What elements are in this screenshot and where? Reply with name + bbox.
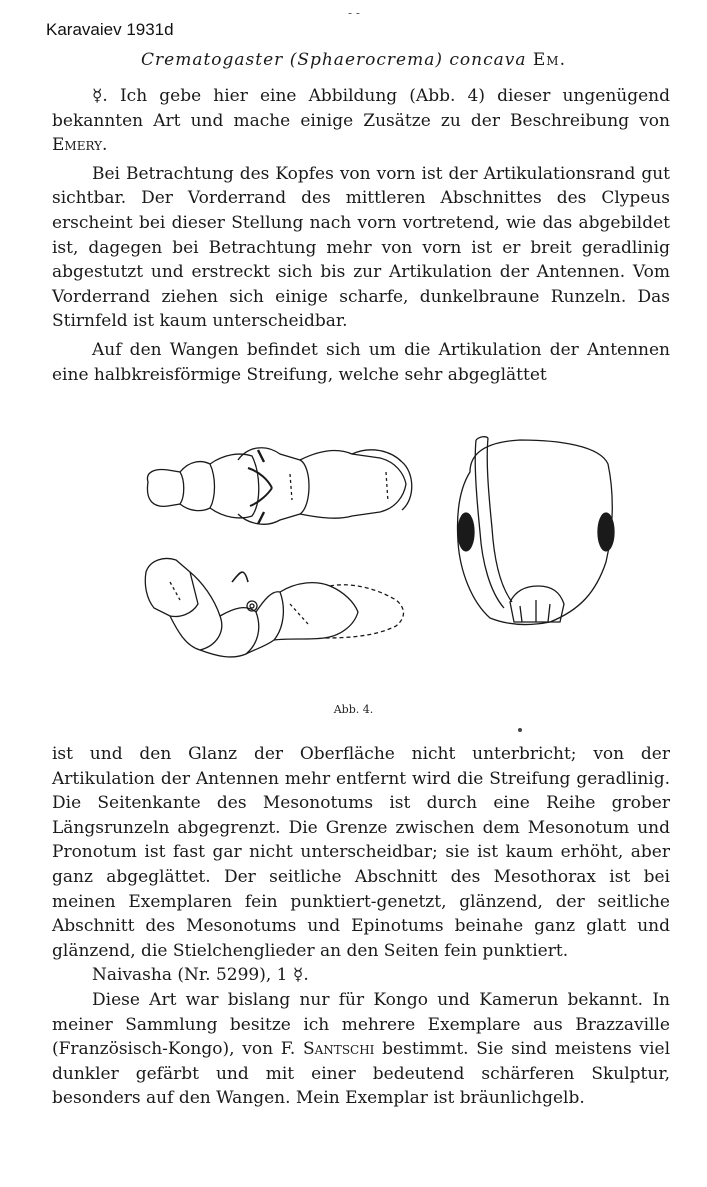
page-mark: - - bbox=[348, 6, 360, 20]
paragraph-4: ist und den Glanz der Oberfläche nicht unterbricht; von der Artikulation der Antennen mehr entfernt wird die Streifung geradlinig. Die Seitenkante des Mesonotums ist durch eine Reihe grober Längsrunzeln abgegrenzt. Die Grenze zwischen dem Mesonotum und Pronotum ist fast gar nicht unterscheidbar; sie ist kaum erhöht, aber ganz abgeglättet. Der seitliche Abschnitt des Mesothorax ist bei meinen Exemplaren fein punktiert-genetzt, glänzend, der seitliche Abschnitt des Mesonotums und Epinotums beinahe ganz glatt und glänzend, die Stielchenglieder an den Seiten fein punktiert. bbox=[52, 744, 670, 961]
paragraph-2: Bei Betrachtung des Kopfes von vorn ist der Artikulationsrand gut sichtbar. Der Vorderrand des mittleren Abschnittes des Clypeus erscheint bei dieser Stellung nach vorn vortretend, wie das abgebildet ist, dagegen bei Betrachtung mehr von vorn ist er breit geradlinig abgestutzt und erstreckt sich bis zur Artikulation der Antennen. Vom Vorderrand ziehen sich einige scharfe, dunkelbraune Runzeln. Das Stirnfeld ist kaum unterscheidbar. bbox=[52, 163, 670, 332]
text-block-bottom bbox=[52, 742, 670, 1111]
paragraph-locality: Naivasha (Nr. 5299), 1 ☿. bbox=[92, 965, 309, 986]
text-block-top bbox=[52, 84, 670, 387]
figure-caption: Abb. 4. bbox=[333, 703, 374, 716]
species-author: Em. bbox=[532, 50, 566, 70]
ink-dot bbox=[518, 728, 522, 732]
paragraph-3: Auf den Wangen befindet sich um die Artikulation der Antennen eine halbkreisförmige Streifung, welche sehr abgeglättet bbox=[52, 339, 670, 385]
head-frontal-drawing bbox=[458, 437, 615, 625]
document-stamp: Karavaiev 1931d bbox=[46, 20, 174, 39]
species-name: Crematogaster (Sphaerocrema) concava bbox=[141, 50, 527, 70]
dorsal-view-drawing bbox=[147, 448, 411, 525]
lateral-view-drawing bbox=[145, 559, 403, 657]
paragraph-distribution: Diese Art war bislang nur für Kongo und Kamerun bekannt. In meiner Sammlung besitze ich mehrere Exemplare aus Brazzaville (Französisch-Kongo), von F. Santschi bestimmt. Sie sind meistens viel dunkler gefärbt und mit einer bedeutend schärferen Skulptur, besonders auf den Wangen. Mein Exemplar ist bräunlichgelb. bbox=[52, 989, 671, 1109]
species-heading bbox=[0, 50, 707, 70]
paragraph-1: ☿. Ich gebe hier eine Abbildung (Abb. 4) dieser ungenügend bekannten Art und mache einige Zusätze zu der Beschreibung von Emery. bbox=[52, 86, 670, 156]
figure-ant-drawing bbox=[140, 432, 620, 682]
author-name-emery: Emery bbox=[52, 135, 103, 156]
author-name-santschi: Santschi bbox=[303, 1039, 375, 1060]
